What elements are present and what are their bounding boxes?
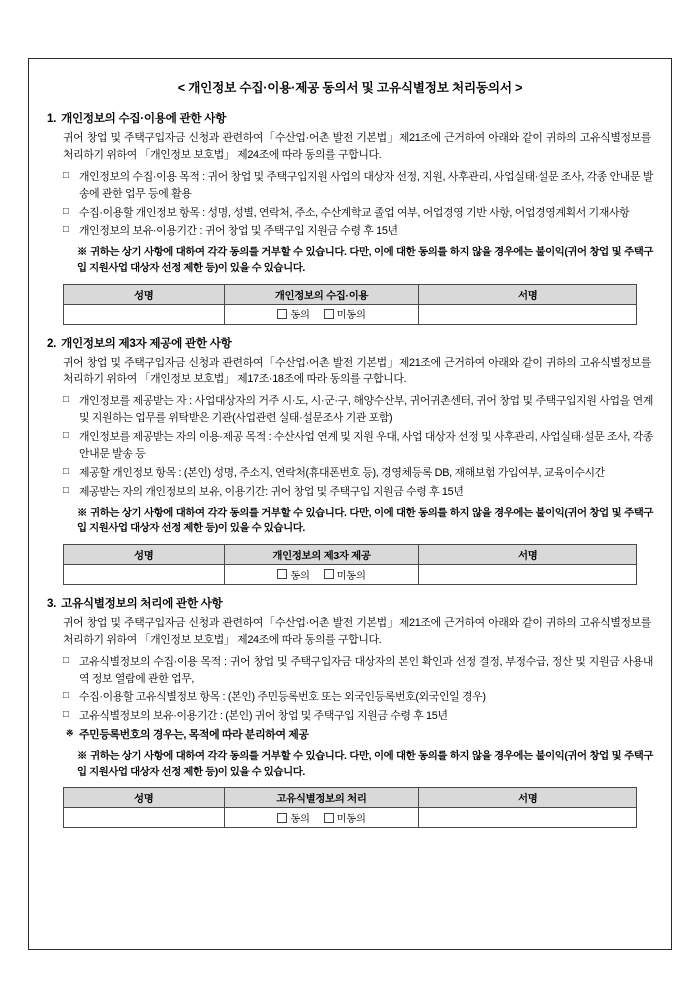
table-header-row bbox=[64, 284, 637, 304]
column-header-consent: 개인정보의 수집·이용 bbox=[224, 284, 419, 304]
column-header-name: 성명 bbox=[64, 284, 225, 304]
consent-disagree-label: 미동의 bbox=[336, 310, 366, 322]
page-title: < 개인정보 수집·이용·제공 동의서 및 고유식별정보 처리동의서 > bbox=[177, 81, 523, 95]
table-header-row bbox=[64, 788, 637, 808]
name-input-cell[interactable] bbox=[64, 304, 225, 324]
checkbox-square-icon: □ bbox=[63, 654, 69, 666]
name-input-cell[interactable] bbox=[64, 808, 225, 828]
checkbox-square-icon: □ bbox=[63, 709, 69, 721]
consent-disagree-option[interactable] bbox=[324, 810, 366, 825]
section-1-title: 개인정보의 수집·이용에 관한 사항 bbox=[61, 112, 226, 125]
list-item bbox=[63, 169, 653, 203]
list-item-text: 제공받는 자의 개인정보의 보유, 이용기간: 귀어 창업 및 주택구입 지원금 수령 후 15년 bbox=[79, 485, 464, 498]
list-item-text: 수집·이용할 개인정보 항목 : 성명, 성별, 연락처, 주소, 수산계학교 졸업 여부, 어업경영 기반 사항, 어업경영계획서 기재사항 bbox=[79, 206, 630, 219]
checkbox-square-icon: □ bbox=[63, 430, 69, 442]
checkbox-icon[interactable] bbox=[277, 309, 287, 319]
column-header-signature: 서명 bbox=[419, 788, 637, 808]
section-2-title: 개인정보의 제3자 제공에 관한 사항 bbox=[61, 336, 232, 350]
consent-agree-label: 동의 bbox=[290, 814, 310, 826]
section-1-bullets bbox=[47, 169, 653, 241]
list-item bbox=[63, 689, 653, 706]
list-item bbox=[63, 654, 653, 688]
consent-choice-cell[interactable] bbox=[224, 808, 419, 828]
name-input-cell[interactable] bbox=[64, 564, 225, 584]
column-header-consent: 고유식별정보의 처리 bbox=[224, 788, 419, 808]
consent-agree-option[interactable] bbox=[277, 567, 309, 582]
table-row bbox=[64, 564, 637, 584]
list-item bbox=[63, 429, 653, 463]
table-row bbox=[64, 304, 637, 324]
consent-disagree-label: 미동의 bbox=[336, 570, 366, 582]
section-3-title: 고유식별정보의 처리에 관한 사항 bbox=[61, 596, 223, 610]
list-item-text: 개인정보를 제공받는 자 : 사업대상자의 거주 시·도, 시·군·구, 해양수산부, 귀어귀촌센터, 귀어 창업 및 주택구입지원 사업을 연계 및 지원하는 업무를 위탁받은 기관(사업관련 실태·설문조사 기관 포함) bbox=[79, 395, 653, 425]
list-item-text: 고유식별정보의 수집·이용 목적 : 귀어 창업 및 주택구입자금 대상자의 본인 확인과 선정 결정, 부정수급, 정산 및 지원금 사용내역 정보 열람에 관한 업무, bbox=[79, 655, 653, 685]
section-1 bbox=[47, 110, 653, 325]
list-item-text: 주민등록번호의 경우는, 목적에 따라 분리하여 제공 bbox=[79, 729, 309, 742]
consent-agree-label: 동의 bbox=[290, 310, 310, 322]
consent-agree-label: 동의 bbox=[290, 570, 310, 582]
section-2 bbox=[47, 335, 653, 585]
document-frame bbox=[28, 58, 672, 950]
list-item-text: 고유식별정보의 보유·이용기간 : (본인) 귀어 창업 및 주택구입 지원금 수령 후 15년 bbox=[79, 710, 448, 723]
list-item bbox=[63, 465, 653, 482]
section-3 bbox=[47, 595, 653, 828]
checkbox-icon[interactable] bbox=[277, 813, 287, 823]
checkbox-square-icon: □ bbox=[63, 205, 69, 217]
list-item-text: 제공할 개인정보 항목 : (본인) 성명, 주소지, 연락처(휴대폰번호 등), 경영체등록 DB, 재해보험 가입여부, 교육이수시간 bbox=[79, 466, 605, 479]
section-1-signature-table bbox=[63, 284, 637, 325]
section-2-heading bbox=[47, 335, 653, 351]
list-item-text: 수집·이용할 고유식별정보 항목 : (본인) 주민등록번호 또는 외국인등록번호(외국인일 경우) bbox=[79, 691, 486, 704]
consent-disagree-option[interactable] bbox=[324, 306, 366, 321]
list-item bbox=[63, 223, 653, 240]
section-2-number: 2. bbox=[47, 336, 57, 350]
checkbox-icon[interactable] bbox=[277, 569, 287, 579]
column-header-name: 성명 bbox=[64, 788, 225, 808]
checkbox-icon[interactable] bbox=[324, 309, 334, 319]
column-header-signature: 서명 bbox=[419, 284, 637, 304]
consent-choice-cell[interactable] bbox=[224, 564, 419, 584]
section-2-signature-table bbox=[63, 544, 637, 585]
consent-agree-option[interactable] bbox=[277, 810, 309, 825]
consent-choice-cell[interactable] bbox=[224, 304, 419, 324]
section-3-note: ※ 귀하는 상기 사항에 대하여 각각 동의를 거부할 수 있습니다. 다만, 이에 대한 동의를 하지 않을 경우에는 불이익(귀어 창업 및 주택구입 지원사업 대상자 선정 제한 등)이 있을 수 있습니다. bbox=[77, 751, 653, 778]
list-item bbox=[63, 708, 653, 725]
section-3-bullets bbox=[47, 654, 653, 744]
checkbox-square-icon: □ bbox=[63, 484, 69, 496]
list-item bbox=[63, 205, 653, 222]
consent-disagree-option[interactable] bbox=[324, 567, 366, 582]
consent-agree-option[interactable] bbox=[277, 306, 309, 321]
section-3-intro: 귀어 창업 및 주택구입자금 신청과 관련하여「수산업·어촌 발전 기본법」제21조에 근거하여 아래와 같이 귀하의 고유식별정보를 처리하기 위하여 「개인정보 보호법」 제24조에 따라 동의를 구합니다. bbox=[63, 616, 651, 646]
list-item-text: 개인정보의 수집·이용 목적 : 귀어 창업 및 주택구입지원 사업의 대상자 선정, 지원, 사후관리, 사업실태·설문 조사, 각종 안내문 발송에 관한 업무 등에 활용 bbox=[79, 170, 653, 200]
column-header-consent: 개인정보의 제3자 제공 bbox=[224, 544, 419, 564]
checkbox-square-icon: □ bbox=[63, 394, 69, 406]
section-2-bullets bbox=[47, 393, 653, 500]
asterisk-icon: ※ bbox=[66, 728, 74, 739]
checkbox-square-icon: □ bbox=[63, 690, 69, 702]
list-item bbox=[63, 484, 653, 501]
table-header-row bbox=[64, 544, 637, 564]
list-item-text: 개인정보를 제공받는 자의 이용·제공 목적 : 수산사업 연계 및 지원 우대, 사업 대상자 선정 및 사후관리, 사업실태·설문 조사, 각종 안내문 발송 등 bbox=[79, 431, 653, 461]
section-1-note: ※ 귀하는 상기 사항에 대하여 각각 동의를 거부할 수 있습니다. 다만, 이에 대한 동의를 하지 않을 경우에는 불이익(귀어 창업 및 주택구입 지원사업 대상자 선정 제한 등)이 있을 수 있습니다. bbox=[77, 247, 653, 274]
consent-disagree-label: 미동의 bbox=[336, 814, 366, 826]
section-1-heading bbox=[47, 110, 653, 126]
column-header-name: 성명 bbox=[64, 544, 225, 564]
section-2-note: ※ 귀하는 상기 사항에 대하여 각각 동의를 거부할 수 있습니다. 다만, 이에 대한 동의를 하지 않을 경우에는 불이익(귀어 창업 및 주택구입 지원사업 대상자 선정 제한 등)이 있을 수 있습니다. bbox=[77, 507, 653, 535]
section-1-intro: 귀어 창업 및 주택구입자금 신청과 관련하여「수산업·어촌 발전 기본법」제21조에 근거하여 아래와 같이 귀하의 고유식별정보를 처리하기 위하여 「개인정보 보호법」 제24조에 따라 동의를 구합니다. bbox=[63, 132, 651, 161]
checkbox-square-icon: □ bbox=[63, 169, 69, 181]
section-3-number: 3. bbox=[47, 596, 57, 610]
section-2-intro: 귀어 창업 및 주택구입자금 신청과 관련하여「수산업·어촌 발전 기본법」제21조에 근거하여 아래와 같이 귀하의 고유식별정보를 처리하기 위하여 「개인정보 보호법」 제17조·18조에 따라 동의를 구합니다. bbox=[63, 356, 651, 386]
checkbox-icon[interactable] bbox=[324, 569, 334, 579]
checkbox-square-icon: □ bbox=[63, 465, 69, 477]
signature-cell[interactable] bbox=[419, 304, 637, 324]
list-item bbox=[63, 393, 653, 427]
section-1-number: 1. bbox=[47, 112, 57, 125]
section-3-heading bbox=[47, 595, 653, 611]
list-item-text: 개인정보의 보유·이용기간 : 귀어 창업 및 주택구입 지원금 수령 후 15년 bbox=[79, 225, 398, 238]
signature-cell[interactable] bbox=[419, 808, 637, 828]
column-header-signature: 서명 bbox=[419, 544, 637, 564]
section-3-signature-table bbox=[63, 787, 637, 828]
signature-cell[interactable] bbox=[419, 564, 637, 584]
checkbox-square-icon: □ bbox=[63, 224, 69, 236]
table-row bbox=[64, 808, 637, 828]
list-item-note bbox=[63, 727, 653, 744]
checkbox-icon[interactable] bbox=[324, 813, 334, 823]
